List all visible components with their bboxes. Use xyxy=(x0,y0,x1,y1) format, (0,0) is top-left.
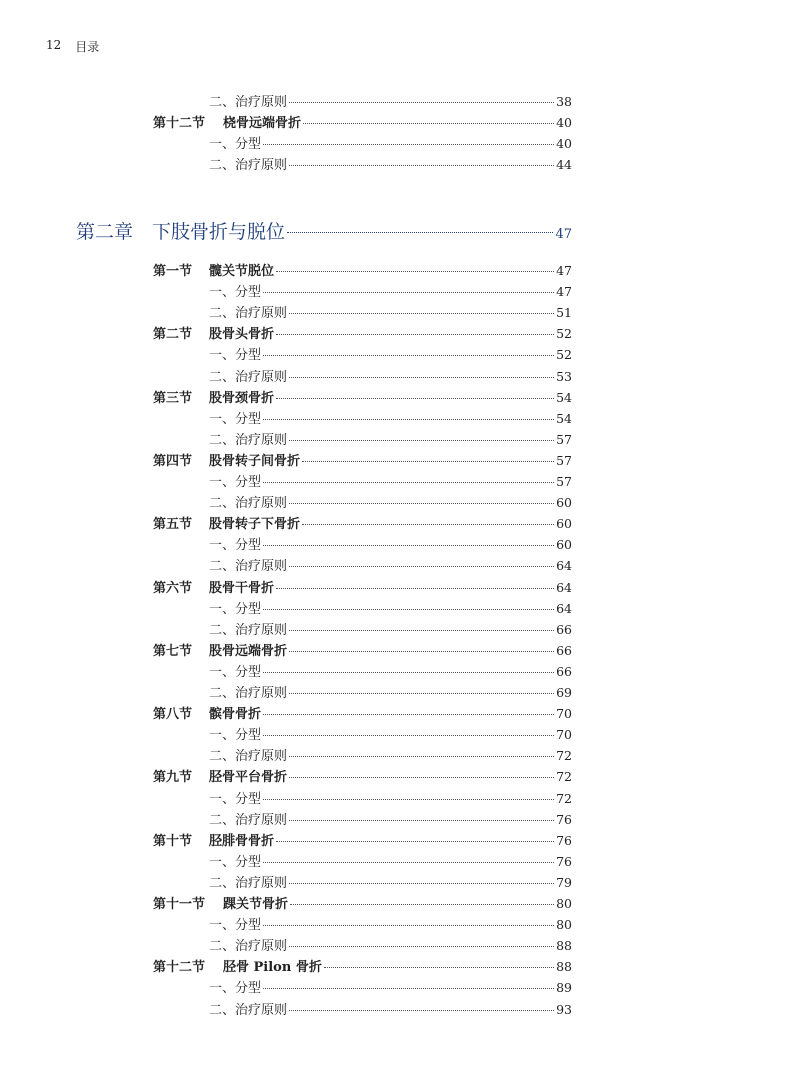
section-title: 踝关节骨折 xyxy=(223,897,289,912)
entry-label xyxy=(153,116,301,132)
dot-leader xyxy=(290,904,554,905)
page-number: 80 xyxy=(556,896,572,911)
entry-label xyxy=(153,770,287,786)
dot-leader xyxy=(276,588,554,589)
toc-item-entry[interactable] xyxy=(209,369,572,385)
toc-section-entry[interactable] xyxy=(153,643,572,659)
section-number: 第十二节 xyxy=(153,116,206,132)
entry-label: 二、治疗原则 xyxy=(209,1002,288,1018)
dot-leader xyxy=(289,165,554,166)
entry-label: 二、治疗原则 xyxy=(209,622,288,638)
section-title: 股骨干骨折 xyxy=(209,580,275,596)
entry-label: 二、治疗原则 xyxy=(209,432,288,448)
dot-leader xyxy=(289,503,554,504)
dot-leader xyxy=(263,144,554,145)
chapter-page: 47 xyxy=(555,227,572,242)
page-number: 66 xyxy=(556,663,572,679)
toc-item-entry[interactable] xyxy=(209,537,572,553)
entry-label xyxy=(153,644,287,660)
page-number: 66 xyxy=(556,621,572,637)
dot-leader xyxy=(324,967,554,968)
page-number: 54 xyxy=(556,410,572,426)
toc-item-entry[interactable] xyxy=(209,685,572,701)
page-number: 52 xyxy=(556,347,572,363)
section-title: 胫骨 Pilon 骨折 xyxy=(223,960,322,976)
entry-label xyxy=(153,391,274,407)
dot-leader xyxy=(289,440,554,441)
entry-label: 二、治疗原则 xyxy=(209,812,288,828)
dot-leader xyxy=(263,672,554,673)
page-number: 40 xyxy=(556,136,572,152)
toc-item-entry[interactable] xyxy=(209,854,572,870)
chapter-label xyxy=(76,220,285,244)
toc-item-entry[interactable] xyxy=(209,94,572,110)
toc-item-entry[interactable] xyxy=(209,1002,572,1018)
toc-section-entry[interactable] xyxy=(153,390,572,406)
dot-leader xyxy=(263,609,554,610)
page-number: 57 xyxy=(556,452,572,468)
toc-section-entry[interactable] xyxy=(153,453,572,469)
toc-item-entry[interactable] xyxy=(209,875,572,891)
entry-label: 一、分型 xyxy=(209,475,262,490)
page-number: 69 xyxy=(556,685,572,700)
dot-leader xyxy=(289,756,554,757)
page-number: 76 xyxy=(556,853,572,869)
page-number: 60 xyxy=(556,537,572,553)
entry-label: 二、治疗原则 xyxy=(209,158,288,174)
toc-item-entry[interactable] xyxy=(209,622,572,638)
section-number: 第七节 xyxy=(153,643,193,659)
page-number: 64 xyxy=(556,579,572,595)
toc-item-entry[interactable] xyxy=(209,812,572,828)
dot-leader xyxy=(263,988,554,989)
toc-item-entry[interactable] xyxy=(209,411,572,427)
section-title: 股骨远端骨折 xyxy=(209,643,288,659)
section-number: 第二节 xyxy=(153,327,193,343)
toc-item-entry[interactable] xyxy=(209,495,572,511)
toc-item-entry[interactable] xyxy=(209,347,572,363)
page-number: 80 xyxy=(556,917,572,933)
toc-item-entry[interactable] xyxy=(209,558,572,574)
entry-label xyxy=(153,897,288,913)
entry-label: 一、分型 xyxy=(209,918,262,934)
toc-section-entry[interactable] xyxy=(153,263,572,279)
dot-leader xyxy=(263,925,554,926)
toc-item-entry[interactable] xyxy=(209,432,572,448)
section-title: 股骨头骨折 xyxy=(209,327,275,343)
entry-label xyxy=(153,581,274,597)
page-number: 70 xyxy=(556,727,572,743)
section-number: 第九节 xyxy=(153,770,193,786)
toc-item-entry[interactable] xyxy=(209,664,572,680)
page-number: 60 xyxy=(556,495,572,511)
dot-leader xyxy=(289,693,554,694)
header-page-number: 12 xyxy=(46,38,62,52)
page-number: 88 xyxy=(556,938,572,954)
page-number: 72 xyxy=(556,790,572,806)
page-number: 64 xyxy=(556,558,572,574)
entry-label: 二、治疗原则 xyxy=(209,875,288,891)
toc-section-entry[interactable] xyxy=(153,115,572,131)
section-title: 股骨颈骨折 xyxy=(209,390,275,406)
toc-item-entry[interactable] xyxy=(209,917,572,933)
section-number: 第四节 xyxy=(153,453,193,469)
page-number: 40 xyxy=(556,115,572,131)
dot-leader xyxy=(263,419,554,420)
entry-label xyxy=(153,834,274,850)
toc-item-entry[interactable] xyxy=(209,938,572,954)
toc-item-entry[interactable] xyxy=(209,791,572,807)
entry-label xyxy=(153,517,300,533)
page-number: 66 xyxy=(556,642,572,658)
dot-leader xyxy=(289,777,554,778)
entry-label xyxy=(153,327,274,343)
dot-leader xyxy=(302,461,554,462)
section-title: 髋关节脱位 xyxy=(209,264,275,279)
page-number: 72 xyxy=(556,769,572,785)
entry-label: 二、治疗原则 xyxy=(209,306,288,322)
page-number: 79 xyxy=(556,874,572,890)
entry-label: 二、治疗原则 xyxy=(209,95,288,110)
page-number: 88 xyxy=(556,959,572,975)
entry-label: 一、分型 xyxy=(209,791,262,807)
dot-leader xyxy=(303,123,554,124)
dot-leader xyxy=(263,862,554,863)
dot-leader xyxy=(263,545,554,546)
page-number: 44 xyxy=(556,157,572,173)
entry-label: 一、分型 xyxy=(209,728,262,744)
section-title: 股骨转子间骨折 xyxy=(209,453,301,469)
dot-leader xyxy=(276,841,554,842)
toc-item-entry[interactable] xyxy=(209,136,572,152)
page-number: 72 xyxy=(556,748,572,764)
dot-leader xyxy=(289,313,554,314)
entry-label: 一、分型 xyxy=(209,411,262,427)
entry-label xyxy=(153,454,300,470)
dot-leader xyxy=(289,630,554,631)
entry-label: 二、治疗原则 xyxy=(209,559,288,575)
toc-section-entry[interactable] xyxy=(153,833,572,849)
dot-leader xyxy=(276,398,554,399)
page-number: 51 xyxy=(556,305,572,321)
entry-label xyxy=(153,264,274,280)
entry-label: 一、分型 xyxy=(209,348,262,364)
section-number: 第十一节 xyxy=(153,897,206,912)
page-number: 57 xyxy=(556,431,572,447)
toc-section-entry[interactable] xyxy=(153,580,572,596)
page-number: 52 xyxy=(556,326,572,342)
section-number: 第八节 xyxy=(153,707,193,723)
dot-leader xyxy=(287,232,553,233)
entry-label: 二、治疗原则 xyxy=(209,686,288,701)
section-title: 髌骨骨折 xyxy=(209,707,262,723)
chapter-title: 下肢骨折与脱位 xyxy=(152,221,286,243)
entry-label: 二、治疗原则 xyxy=(209,496,288,512)
page-number: 76 xyxy=(556,832,572,848)
entry-label: 二、治疗原则 xyxy=(209,369,288,385)
dot-leader xyxy=(289,883,554,884)
page-number: 70 xyxy=(556,706,572,722)
toc-section-entry[interactable] xyxy=(153,706,572,722)
toc-item-entry[interactable] xyxy=(209,284,572,300)
page-number: 64 xyxy=(556,600,572,616)
page-number: 54 xyxy=(556,389,572,405)
entry-label: 一、分型 xyxy=(209,137,262,153)
toc-item-entry[interactable] xyxy=(209,305,572,321)
section-number: 第六节 xyxy=(153,580,193,596)
toc-item-entry[interactable] xyxy=(209,748,572,764)
section-title: 胫腓骨骨折 xyxy=(209,833,275,849)
section-title: 桡骨远端骨折 xyxy=(223,116,302,132)
entry-label: 二、治疗原则 xyxy=(209,749,288,765)
entry-label: 二、治疗原则 xyxy=(209,939,288,955)
toc-item-entry[interactable] xyxy=(209,727,572,743)
chapter-heading[interactable] xyxy=(76,220,572,244)
section-number: 第十二节 xyxy=(153,960,206,976)
dot-leader xyxy=(263,714,554,715)
entry-label: 一、分型 xyxy=(209,285,262,301)
toc-item-entry[interactable] xyxy=(209,157,572,173)
dot-leader xyxy=(289,102,554,103)
toc-section-entry[interactable] xyxy=(153,326,572,342)
dot-leader xyxy=(276,271,554,272)
page-number: 53 xyxy=(556,368,572,384)
dot-leader xyxy=(263,292,554,293)
page-number: 57 xyxy=(556,474,572,489)
header-title: 目录 xyxy=(75,40,100,54)
entry-label xyxy=(153,707,261,723)
entry-label: 一、分型 xyxy=(209,538,262,554)
section-number: 第三节 xyxy=(153,390,193,406)
dot-leader xyxy=(263,482,554,483)
toc-section-entry[interactable] xyxy=(153,516,572,532)
page-number: 76 xyxy=(556,811,572,827)
toc-section-entry[interactable] xyxy=(153,959,572,975)
dot-leader xyxy=(263,355,554,356)
dot-leader xyxy=(289,820,554,821)
dot-leader xyxy=(263,799,554,800)
entry-label: 一、分型 xyxy=(209,664,262,680)
page-number: 47 xyxy=(556,284,572,300)
dot-leader xyxy=(289,946,554,947)
entry-label: 一、分型 xyxy=(209,854,262,870)
running-header xyxy=(46,38,99,55)
page-number: 60 xyxy=(556,516,572,532)
page-number: 93 xyxy=(556,1001,572,1017)
dot-leader xyxy=(276,334,554,335)
entry-label xyxy=(153,960,322,976)
toc-item-entry[interactable] xyxy=(209,980,572,996)
section-number: 第一节 xyxy=(153,264,193,279)
section-number: 第十节 xyxy=(153,833,193,849)
toc-section-entry[interactable] xyxy=(153,769,572,785)
dot-leader xyxy=(302,524,554,525)
chapter-number: 第二章 xyxy=(76,221,134,243)
section-title: 股骨转子下骨折 xyxy=(209,517,301,533)
toc-item-entry[interactable] xyxy=(209,474,572,490)
section-title: 胫骨平台骨折 xyxy=(209,770,288,786)
toc-section-entry[interactable] xyxy=(153,896,572,912)
dot-leader xyxy=(289,377,554,378)
toc-item-entry[interactable] xyxy=(209,601,572,617)
entry-label: 一、分型 xyxy=(209,601,262,617)
dot-leader xyxy=(289,566,554,567)
dot-leader xyxy=(263,735,554,736)
dot-leader xyxy=(289,1010,554,1011)
page-number: 89 xyxy=(556,980,572,996)
page-number: 47 xyxy=(556,263,572,278)
entry-label: 一、分型 xyxy=(209,981,262,997)
dot-leader xyxy=(289,651,554,652)
page-number: 38 xyxy=(556,94,572,109)
section-number: 第五节 xyxy=(153,517,193,533)
